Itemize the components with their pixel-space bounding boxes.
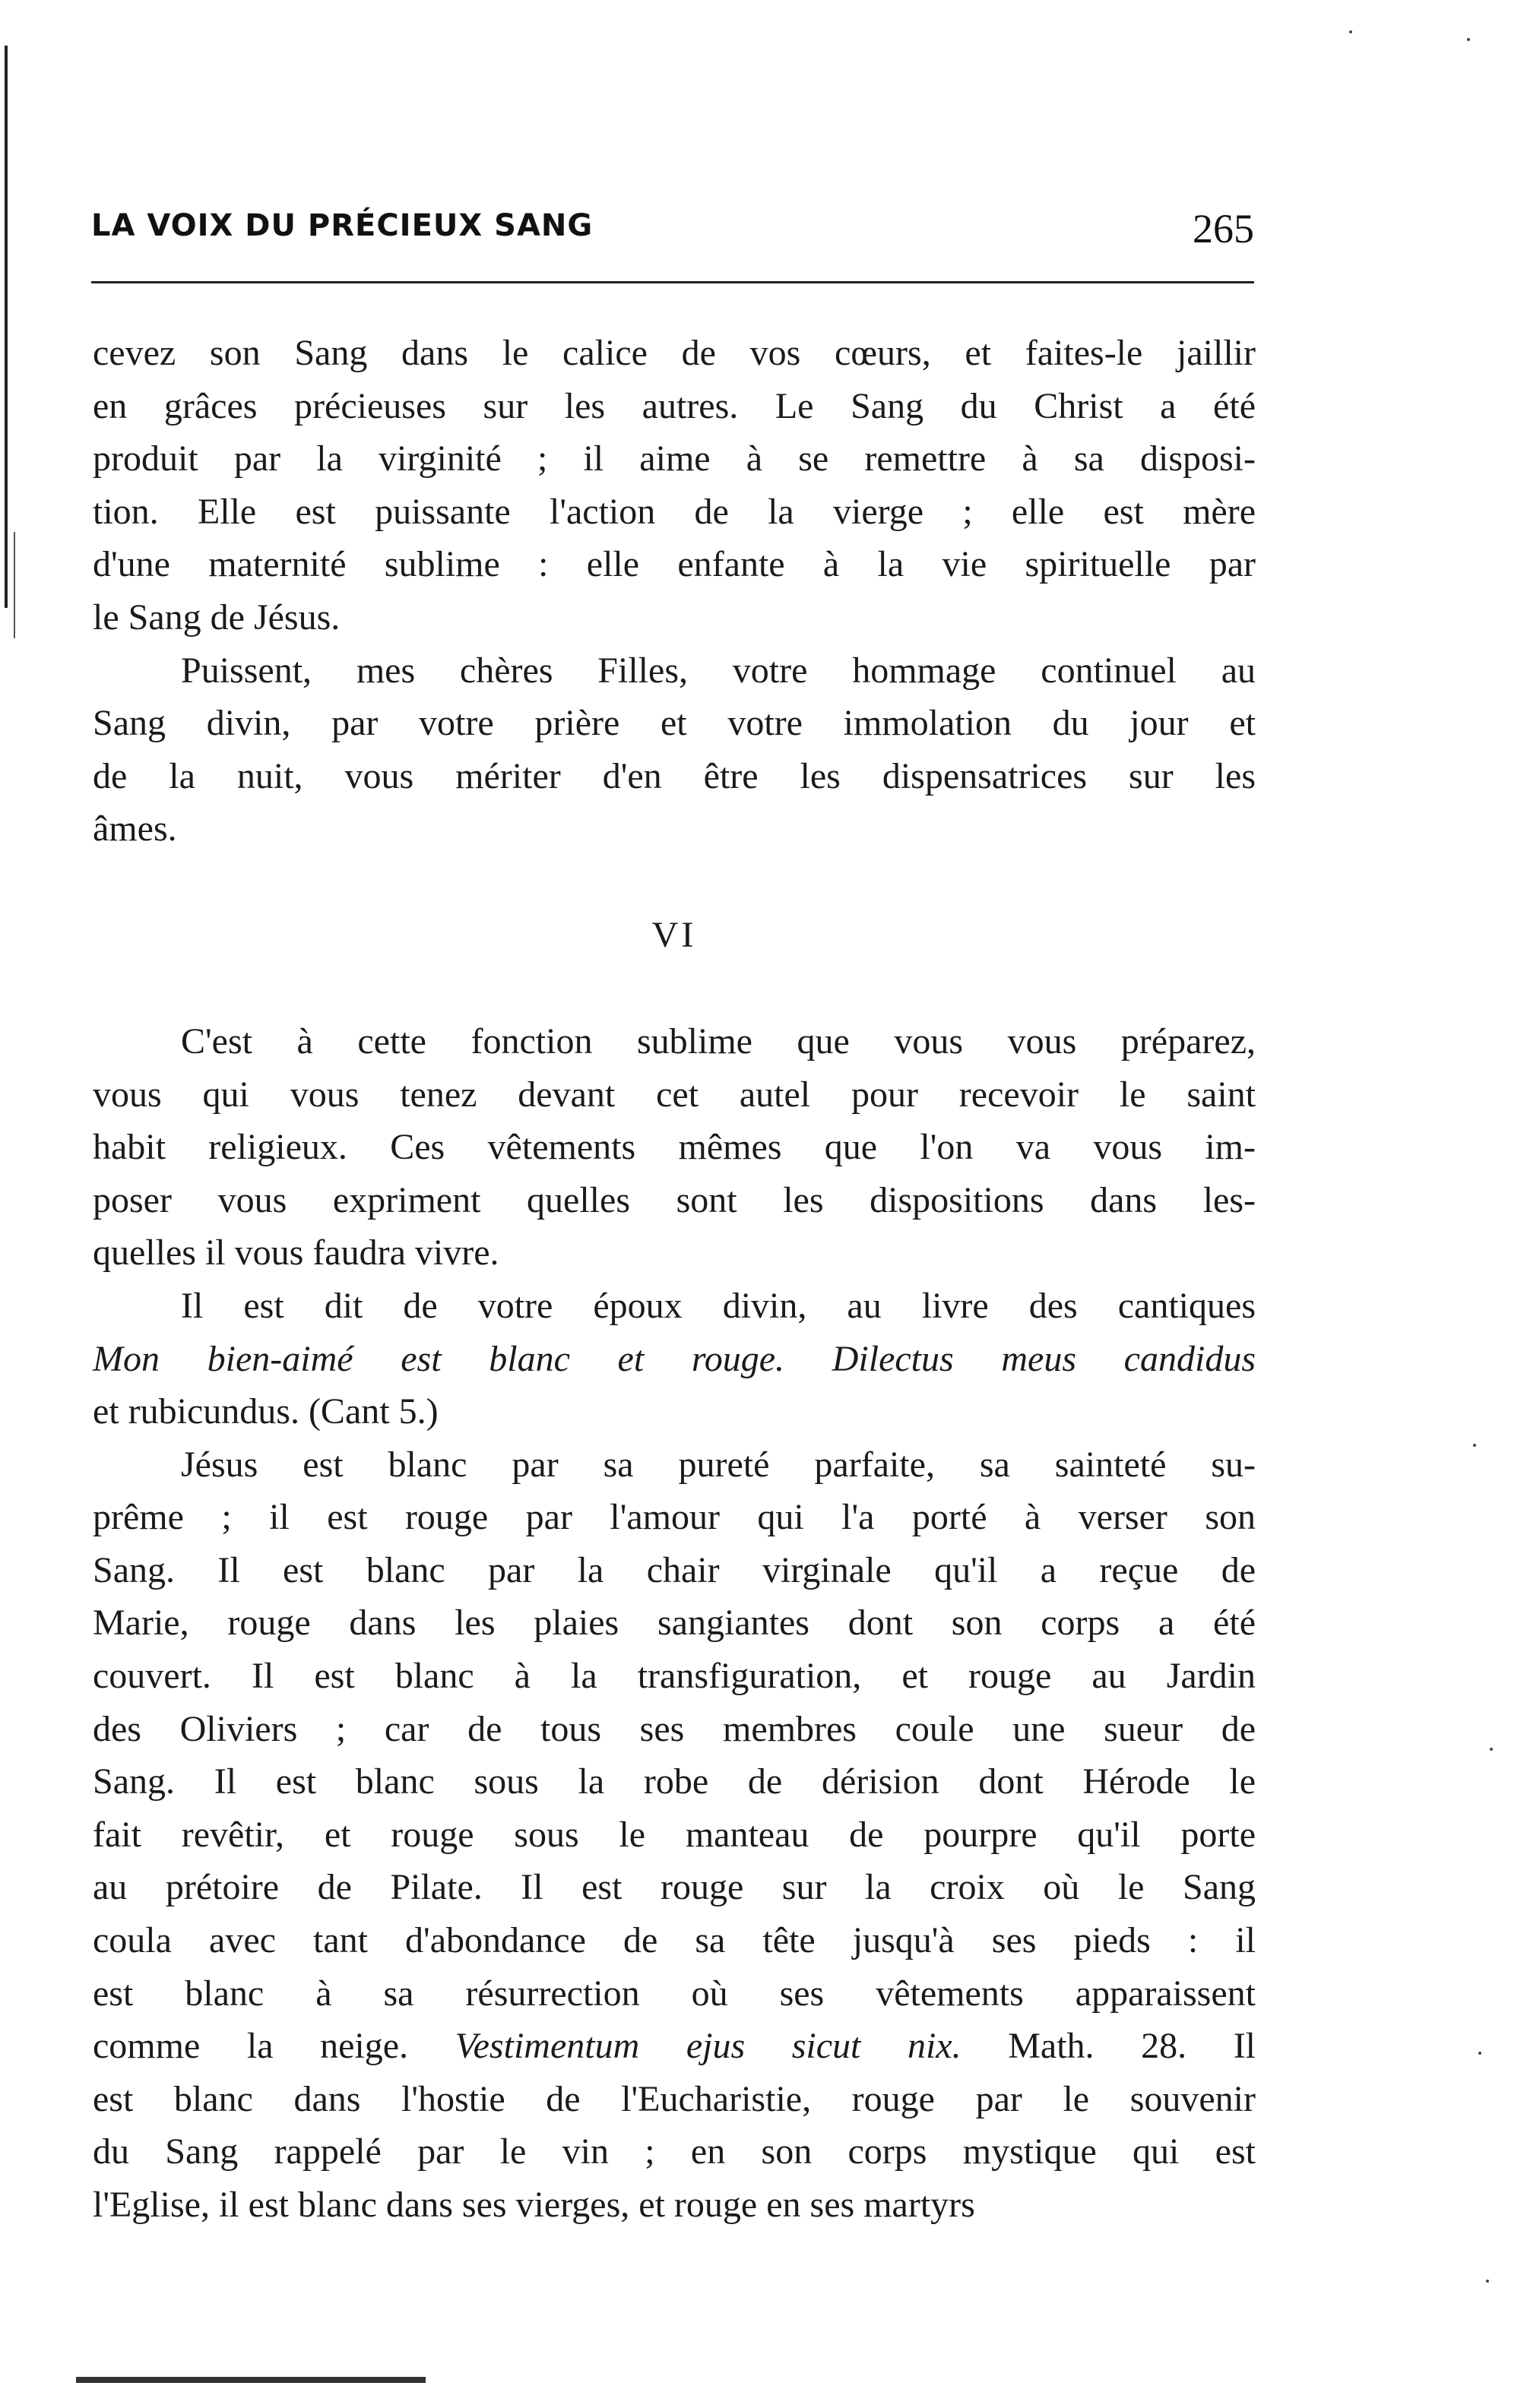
text-line: Jésus est blanc par sa pureté parfaite, sa sainteté su- [181, 1444, 1256, 1485]
text-line: et rubicundus. (Cant 5.) [93, 1391, 439, 1432]
text-line: habit religieux. Ces vêtements mêmes que l'on va vous im- [93, 1127, 1256, 1168]
text-line: tion. Elle est puissante l'action de la vierge ; elle est mère [93, 491, 1256, 532]
text-line: de la nuit, vous mériter d'en être les dispensatrices sur les [93, 755, 1256, 796]
italic-text: Vestimentum ejus sicut nix. [455, 2026, 962, 2067]
text-line: produit par la virginité ; il aime à se remettre à sa disposi- [93, 438, 1256, 479]
text-line: C'est à cette fonction sublime que vous vous préparez, [181, 1020, 1256, 1062]
text-segment: Math. 28. Il [1008, 2026, 1256, 2067]
text-line: âmes. [93, 808, 177, 850]
text-line: le Sang de Jésus. [93, 596, 341, 638]
section-heading: VI [651, 914, 697, 955]
page-header [91, 199, 1254, 252]
scan-speck [1467, 38, 1470, 41]
scan-speck [1349, 30, 1352, 33]
page-edge-rule [5, 46, 8, 608]
text-line: couvert. Il est blanc à la transfiguration, et rouge au Jardin [93, 1656, 1256, 1697]
text-segment: comme la neige. [93, 2026, 409, 2067]
text-line: Il est dit de votre époux divin, au livre des cantiques [181, 1285, 1256, 1326]
text-line: en grâces précieuses sur les autres. Le Sang du Christ a été [93, 385, 1256, 426]
text-line: au prétoire de Pilate. Il est rouge sur la croix où le Sang [93, 1867, 1256, 1908]
text-line-mixed [93, 2020, 1256, 2073]
text-line: est blanc dans l'hostie de l'Eucharistie, rouge par le souvenir [93, 2078, 1256, 2119]
text-line: Sang. Il est blanc sous la robe de dérision dont Hérode le [93, 1761, 1256, 1802]
scan-speck [1478, 2052, 1481, 2055]
text-line: Sang divin, par votre prière et votre immolation du jour et [93, 703, 1256, 744]
text-line: coula avec tant d'abondance de sa tête jusqu'à ses pieds : il [93, 1920, 1256, 1961]
scan-speck [1486, 2280, 1489, 2283]
text-line: Marie, rouge dans les plaies sangiantes dont son corps a été [93, 1603, 1256, 1644]
body-text [93, 327, 1256, 2232]
text-line: prême ; il est rouge par l'amour qui l'a porté à verser son [93, 1497, 1256, 1538]
scan-speck [1473, 1444, 1476, 1447]
header-rule [91, 281, 1254, 283]
text-line: des Oliviers ; car de tous ses membres coule une sueur de [93, 1708, 1256, 1749]
text-line: Sang. Il est blanc par la chair virginale qu'il a reçue de [93, 1549, 1256, 1590]
italic-text: Mon bien-aimé est blanc et rouge. Dilectus meus candidus [93, 1338, 1256, 1379]
text-line: vous qui vous tenez devant cet autel pour recevoir le saint [93, 1074, 1256, 1115]
page-edge-mark [14, 532, 15, 638]
text-line: l'Eglise, il est blanc dans ses vierges, et rouge en ses martyrs [93, 2185, 975, 2225]
text-line: quelles il vous faudra vivre. [93, 1232, 499, 1274]
text-line: Puissent, mes chères Filles, votre hommage continuel au [181, 650, 1256, 691]
text-line: fait revêtir, et rouge sous le manteau de pourpre qu'il porte [93, 1814, 1256, 1855]
text-line: cevez son Sang dans le calice de vos cœurs, et faites-le jaillir [93, 333, 1256, 373]
page-number: 265 [1193, 206, 1254, 252]
text-line-italic [93, 1333, 1256, 1386]
text-line: du Sang rappelé par le vin ; en son corps mystique qui est [93, 2131, 1256, 2172]
scan-speck [1490, 1748, 1493, 1751]
text-line: est blanc à sa résurrection où ses vêtements apparaissent [93, 1973, 1256, 2014]
text-line: poser vous expriment quelles sont les dispositions dans les- [93, 1179, 1256, 1220]
footer-rule [76, 2377, 426, 2383]
running-head: LA VOIX DU PRÉCIEUX SANG [91, 208, 594, 243]
text-line: d'une maternité sublime : elle enfante à la vie spirituelle par [93, 544, 1256, 585]
